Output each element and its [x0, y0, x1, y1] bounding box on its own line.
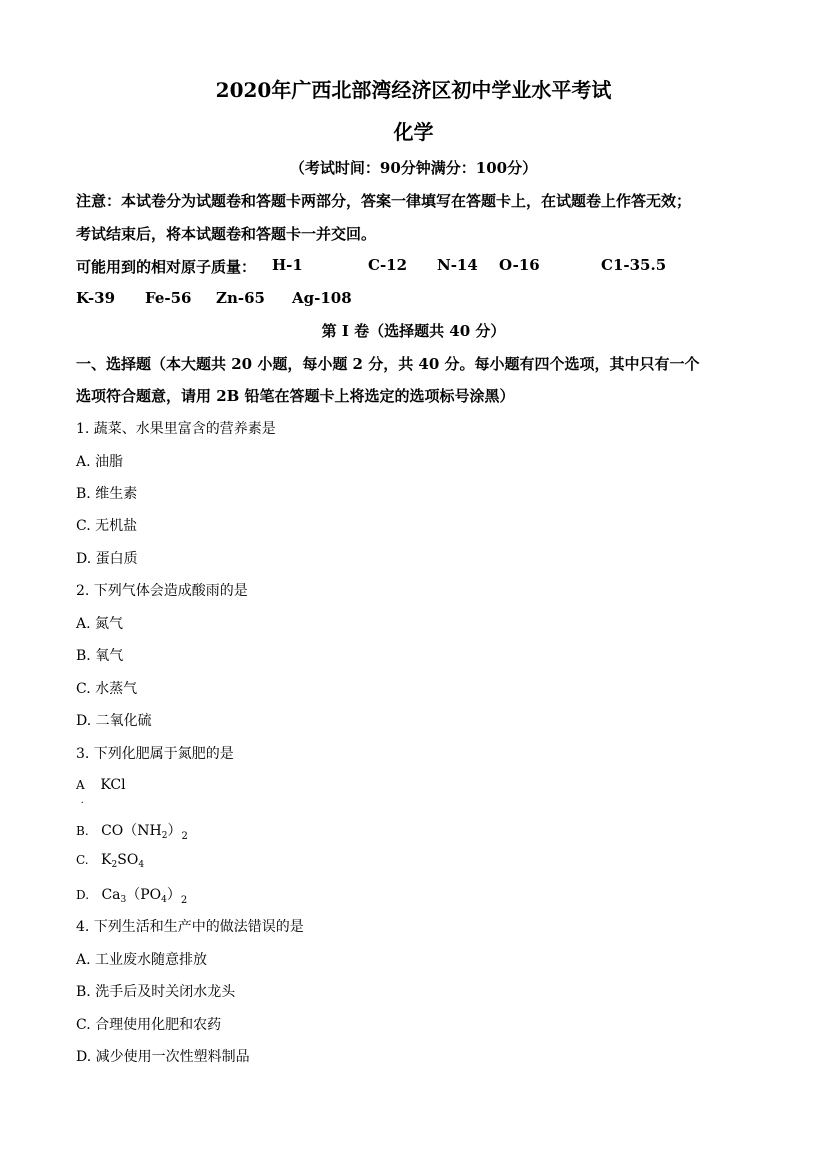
atomic-mass-c: C-12	[368, 256, 408, 274]
atomic-mass-fe: Fe-56	[145, 289, 192, 307]
option-b: B. 洗手后及时关闭水龙头	[76, 984, 236, 1000]
atomic-mass-h: H-1	[272, 256, 303, 274]
option-letter: A	[76, 778, 85, 792]
atomic-mass-n: N-14	[437, 256, 478, 274]
option-formula: KCl	[100, 777, 126, 793]
atomic-mass-label: 可能用到的相对原子质量：	[76, 258, 257, 276]
option-a	[76, 777, 126, 806]
question-stem: 4. 下列生活和生产中的做法错误的是	[76, 919, 304, 935]
question-stem: 2. 下列气体会造成酸雨的是	[76, 583, 248, 599]
formula: $Ca_3(PO_4)_2$	[101, 887, 188, 906]
question-stem: 1. 蔬菜、水果里富含的营养素是	[76, 421, 276, 437]
option-a: A. 工业废水随意排放	[76, 952, 208, 968]
option-b	[76, 820, 188, 842]
option-b: B. 氧气	[76, 648, 124, 664]
option-d	[76, 884, 187, 906]
option-d: D. 减少使用一次性塑料制品	[76, 1049, 250, 1065]
section-instruction-2: 选项符合题意，请用 2B 铅笔在答题卡上将选定的选项标号涂黑）	[76, 387, 515, 405]
option-d: D. 蛋白质	[76, 551, 138, 567]
option-c: C. 合理使用化肥和农药	[76, 1017, 222, 1033]
question-stem: 3. 下列化肥属于氮肥的是	[76, 746, 234, 762]
atomic-mass-k: K-39	[76, 289, 116, 307]
subject-title: 化学	[393, 120, 434, 144]
option-letter: D.	[76, 888, 90, 902]
notice-line-1: 注意：本试卷分为试题卷和答题卡两部分，答案一律填写在答题卡上，在试题卷上作答无效；	[76, 192, 692, 210]
option-a: A. 氮气	[76, 616, 124, 632]
section-instruction-1: 一、选择题（本大题共 20 小题，每小题 2 分，共 40 分。每小题有四个选项，其中只有一个	[76, 355, 700, 373]
formula: $K_2SO_4$	[101, 852, 145, 870]
option-letter: C.	[76, 853, 89, 867]
atomic-mass-zn: Zn-65	[216, 289, 265, 307]
option-c: C. 无机盐	[76, 518, 138, 534]
exam-info: （考试时间：90分钟满分：100分）	[289, 159, 538, 177]
atomic-mass-cl: C1-35.5	[601, 256, 667, 274]
option-d: D. 二氧化硫	[76, 713, 152, 729]
atomic-mass-o: O-16	[499, 256, 540, 274]
atomic-mass-ag: Ag-108	[292, 289, 352, 307]
formula: $CO(NH_2)_2$	[101, 823, 188, 842]
section-heading: 第 I 卷（选择题共 40 分）	[321, 322, 506, 340]
exam-title: 2020年广西北部湾经济区初中学业水平考试	[215, 78, 612, 102]
option-b: B. 维生素	[76, 486, 138, 502]
option-dot: .	[80, 795, 84, 806]
notice-line-2: 考试结束后，将本试题卷和答题卡一并交回。	[76, 225, 377, 243]
option-letter: B.	[76, 824, 89, 838]
option-c	[76, 852, 144, 870]
option-a: A. 油脂	[76, 454, 124, 470]
option-c: C. 水蒸气	[76, 681, 138, 697]
